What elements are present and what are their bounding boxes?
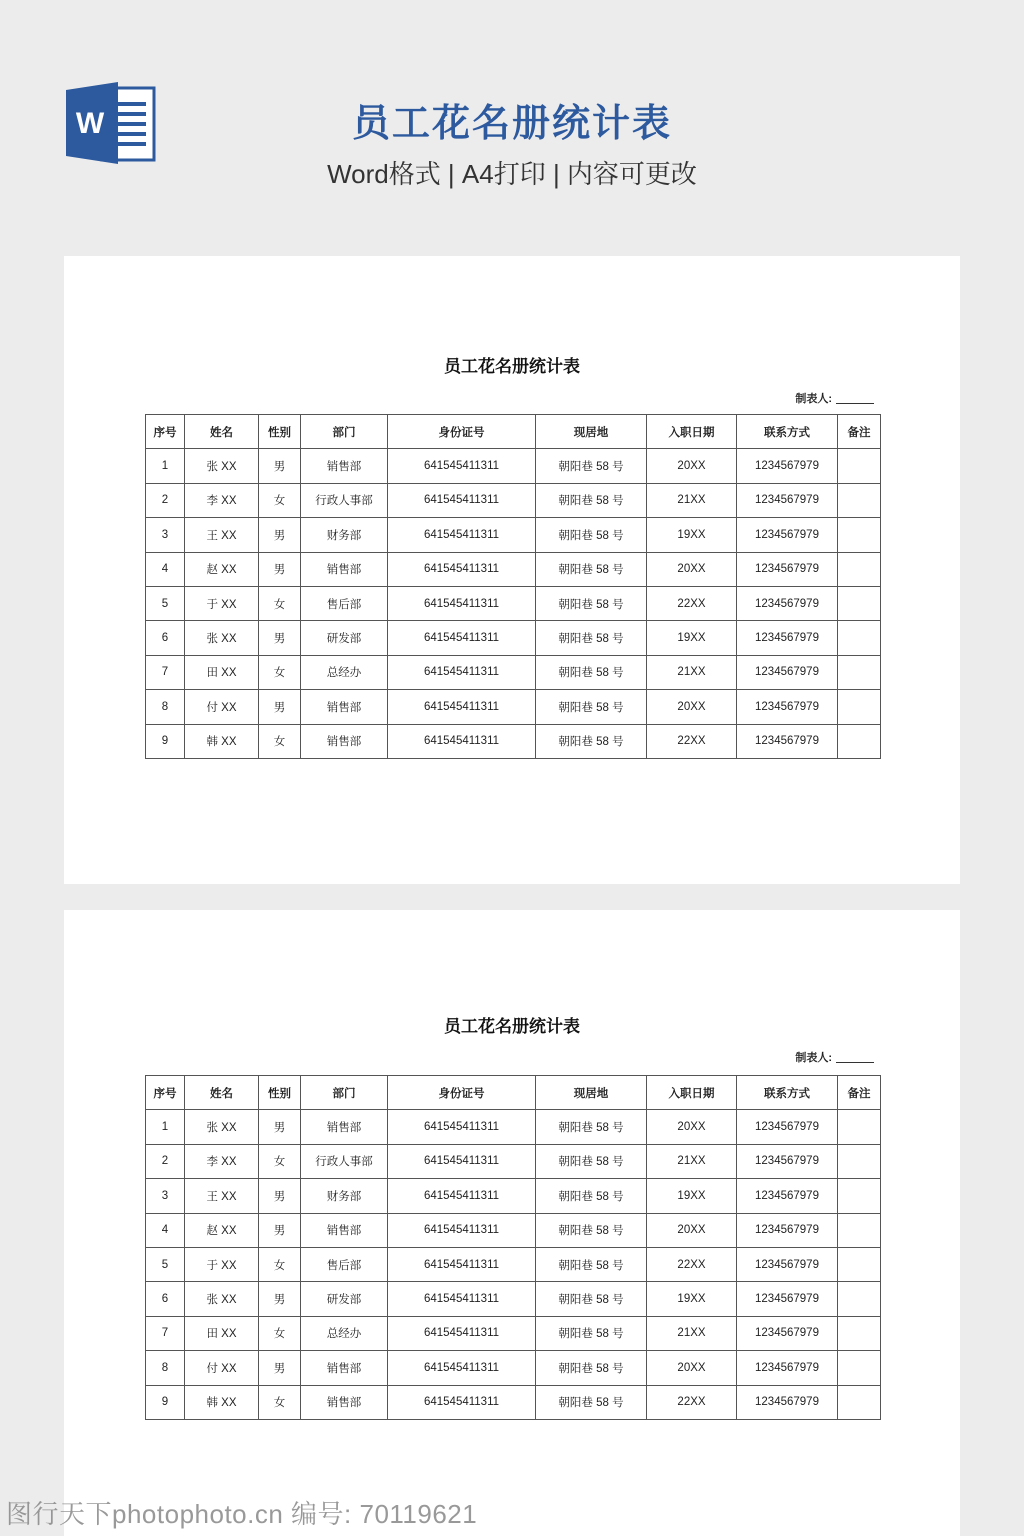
- cell-hire-date: 22XX: [647, 1385, 737, 1419]
- cell-contact: 1234567979: [737, 1385, 838, 1419]
- cell-department: 售后部: [301, 1247, 388, 1281]
- maker-label: 制表人:: [795, 393, 832, 405]
- cell-remarks: [838, 586, 881, 620]
- cell-gender: 女: [259, 1144, 301, 1178]
- cell-department: 总经办: [301, 655, 388, 689]
- document-title: 员工花名册统计表: [444, 1017, 580, 1036]
- cell-address: 朝阳巷 58 号: [536, 483, 647, 517]
- cell-contact: 1234567979: [737, 449, 838, 483]
- cell-address: 朝阳巷 58 号: [536, 518, 647, 552]
- table-row: [146, 552, 881, 586]
- cell-address: 朝阳巷 58 号: [536, 1247, 647, 1281]
- cell-name: 付 XX: [185, 690, 259, 724]
- table-row: [146, 1144, 881, 1178]
- cell-name: 张 XX: [185, 449, 259, 483]
- cell-id-number: 641545411311: [388, 449, 536, 483]
- cell-contact: 1234567979: [737, 586, 838, 620]
- cell-department: 销售部: [301, 690, 388, 724]
- cell-address: 朝阳巷 58 号: [536, 1213, 647, 1247]
- cell-index: 2: [146, 1144, 185, 1178]
- cell-address: 朝阳巷 58 号: [536, 1110, 647, 1144]
- cell-id-number: 641545411311: [388, 621, 536, 655]
- cell-hire-date: 22XX: [647, 724, 737, 758]
- cell-id-number: 641545411311: [388, 1351, 536, 1385]
- table-row: [146, 518, 881, 552]
- cell-department: 销售部: [301, 1385, 388, 1419]
- cell-department: 销售部: [301, 1213, 388, 1247]
- table-row: [146, 1316, 881, 1350]
- cell-hire-date: 22XX: [647, 586, 737, 620]
- cell-contact: 1234567979: [737, 1110, 838, 1144]
- cell-id-number: 641545411311: [388, 1144, 536, 1178]
- cell-contact: 1234567979: [737, 1351, 838, 1385]
- cell-name: 李 XX: [185, 483, 259, 517]
- table-row: [146, 724, 881, 758]
- header-cell-gender: 性别: [259, 1076, 301, 1110]
- table-row: [146, 1247, 881, 1281]
- cell-gender: 女: [259, 1385, 301, 1419]
- cell-id-number: 641545411311: [388, 724, 536, 758]
- watermark: 图行天下photophoto.cn 编号: 70119621: [6, 1499, 478, 1529]
- cell-name: 王 XX: [185, 1179, 259, 1213]
- maker-field: [795, 390, 874, 406]
- cell-index: 6: [146, 1282, 185, 1316]
- cell-name: 于 XX: [185, 1247, 259, 1281]
- cell-index: 2: [146, 483, 185, 517]
- cell-remarks: [838, 518, 881, 552]
- cell-name: 赵 XX: [185, 1213, 259, 1247]
- cell-address: 朝阳巷 58 号: [536, 1385, 647, 1419]
- cell-remarks: [838, 1213, 881, 1247]
- cell-hire-date: 20XX: [647, 449, 737, 483]
- cell-address: 朝阳巷 58 号: [536, 1351, 647, 1385]
- cell-index: 8: [146, 1351, 185, 1385]
- cell-address: 朝阳巷 58 号: [536, 655, 647, 689]
- cell-contact: 1234567979: [737, 655, 838, 689]
- roster-table: [145, 414, 881, 759]
- table-row: [146, 1385, 881, 1419]
- cell-remarks: [838, 483, 881, 517]
- cell-remarks: [838, 655, 881, 689]
- cell-gender: 男: [259, 1179, 301, 1213]
- cell-contact: 1234567979: [737, 483, 838, 517]
- cell-department: 财务部: [301, 1179, 388, 1213]
- cell-department: 研发部: [301, 1282, 388, 1316]
- cell-gender: 男: [259, 552, 301, 586]
- cell-id-number: 641545411311: [388, 586, 536, 620]
- cell-gender: 女: [259, 1316, 301, 1350]
- document-title: 员工花名册统计表: [444, 357, 580, 376]
- cell-name: 张 XX: [185, 1282, 259, 1316]
- cell-hire-date: 20XX: [647, 552, 737, 586]
- header-cell-remarks: 备注: [838, 1076, 881, 1110]
- cell-remarks: [838, 690, 881, 724]
- header-cell-contact: 联系方式: [737, 415, 838, 449]
- cell-gender: 男: [259, 621, 301, 655]
- cell-name: 田 XX: [185, 1316, 259, 1350]
- cell-contact: 1234567979: [737, 724, 838, 758]
- table-header-row: [146, 415, 881, 449]
- table-row: [146, 1213, 881, 1247]
- cell-department: 销售部: [301, 1110, 388, 1144]
- cell-remarks: [838, 1316, 881, 1350]
- table-row: [146, 586, 881, 620]
- cell-index: 6: [146, 621, 185, 655]
- cell-address: 朝阳巷 58 号: [536, 724, 647, 758]
- cell-address: 朝阳巷 58 号: [536, 552, 647, 586]
- cell-index: 3: [146, 1179, 185, 1213]
- table-row: [146, 1351, 881, 1385]
- table-row: [146, 690, 881, 724]
- cell-remarks: [838, 552, 881, 586]
- cell-name: 赵 XX: [185, 552, 259, 586]
- header-cell-remarks: 备注: [838, 415, 881, 449]
- cell-department: 研发部: [301, 621, 388, 655]
- cell-department: 行政人事部: [301, 483, 388, 517]
- table-row: [146, 621, 881, 655]
- maker-label: 制表人:: [795, 1052, 832, 1064]
- cell-id-number: 641545411311: [388, 552, 536, 586]
- header-cell-id-number: 身份证号: [388, 1076, 536, 1110]
- cell-remarks: [838, 1179, 881, 1213]
- table-row: [146, 1179, 881, 1213]
- cell-name: 王 XX: [185, 518, 259, 552]
- cell-contact: 1234567979: [737, 1282, 838, 1316]
- cell-hire-date: 21XX: [647, 483, 737, 517]
- maker-blank: [836, 1062, 874, 1063]
- header-cell-index: 序号: [146, 1076, 185, 1110]
- cell-department: 总经办: [301, 1316, 388, 1350]
- cell-index: 4: [146, 552, 185, 586]
- cell-remarks: [838, 1110, 881, 1144]
- cell-department: 销售部: [301, 552, 388, 586]
- cell-id-number: 641545411311: [388, 655, 536, 689]
- header-cell-address: 现居地: [536, 415, 647, 449]
- cell-hire-date: 21XX: [647, 1316, 737, 1350]
- header-cell-contact: 联系方式: [737, 1076, 838, 1110]
- header-cell-hire-date: 入职日期: [647, 1076, 737, 1110]
- cell-name: 张 XX: [185, 1110, 259, 1144]
- cell-index: 1: [146, 449, 185, 483]
- header-cell-gender: 性别: [259, 415, 301, 449]
- table-header-row: [146, 1076, 881, 1110]
- cell-index: 7: [146, 655, 185, 689]
- cell-gender: 男: [259, 690, 301, 724]
- cell-hire-date: 21XX: [647, 1144, 737, 1178]
- banner-subtitle: Word格式 | A4打印 | 内容可更改: [327, 159, 697, 189]
- cell-hire-date: 20XX: [647, 1110, 737, 1144]
- roster-table: [145, 1075, 881, 1420]
- cell-remarks: [838, 1247, 881, 1281]
- cell-department: 售后部: [301, 586, 388, 620]
- banner-title: 员工花名册统计表: [351, 103, 672, 145]
- cell-gender: 男: [259, 518, 301, 552]
- cell-hire-date: 19XX: [647, 1282, 737, 1316]
- table-row: [146, 1282, 881, 1316]
- cell-department: 行政人事部: [301, 1144, 388, 1178]
- cell-contact: 1234567979: [737, 690, 838, 724]
- cell-hire-date: 22XX: [647, 1247, 737, 1281]
- cell-contact: 1234567979: [737, 552, 838, 586]
- cell-gender: 女: [259, 655, 301, 689]
- cell-remarks: [838, 1385, 881, 1419]
- header-cell-name: 姓名: [185, 415, 259, 449]
- cell-name: 韩 XX: [185, 1385, 259, 1419]
- cell-gender: 女: [259, 724, 301, 758]
- cell-remarks: [838, 1282, 881, 1316]
- cell-contact: 1234567979: [737, 1213, 838, 1247]
- cell-gender: 女: [259, 586, 301, 620]
- cell-name: 田 XX: [185, 655, 259, 689]
- cell-gender: 男: [259, 1213, 301, 1247]
- cell-contact: 1234567979: [737, 621, 838, 655]
- cell-index: 3: [146, 518, 185, 552]
- cell-gender: 男: [259, 1110, 301, 1144]
- header-cell-name: 姓名: [185, 1076, 259, 1110]
- cell-contact: 1234567979: [737, 1179, 838, 1213]
- cell-hire-date: 20XX: [647, 1213, 737, 1247]
- cell-contact: 1234567979: [737, 1316, 838, 1350]
- cell-address: 朝阳巷 58 号: [536, 690, 647, 724]
- cell-name: 韩 XX: [185, 724, 259, 758]
- cell-hire-date: 20XX: [647, 1351, 737, 1385]
- cell-index: 9: [146, 724, 185, 758]
- cell-id-number: 641545411311: [388, 1110, 536, 1144]
- cell-index: 9: [146, 1385, 185, 1419]
- header-cell-id-number: 身份证号: [388, 415, 536, 449]
- maker-field: [795, 1049, 874, 1065]
- document-page-1: [64, 256, 960, 884]
- cell-hire-date: 20XX: [647, 690, 737, 724]
- cell-gender: 男: [259, 1282, 301, 1316]
- cell-id-number: 641545411311: [388, 1282, 536, 1316]
- cell-remarks: [838, 1351, 881, 1385]
- cell-gender: 男: [259, 449, 301, 483]
- cell-name: 付 XX: [185, 1351, 259, 1385]
- cell-hire-date: 19XX: [647, 621, 737, 655]
- cell-gender: 男: [259, 1351, 301, 1385]
- cell-department: 财务部: [301, 518, 388, 552]
- document-page-2: [64, 910, 960, 1536]
- cell-address: 朝阳巷 58 号: [536, 449, 647, 483]
- cell-id-number: 641545411311: [388, 518, 536, 552]
- cell-id-number: 641545411311: [388, 483, 536, 517]
- cell-address: 朝阳巷 58 号: [536, 621, 647, 655]
- cell-name: 李 XX: [185, 1144, 259, 1178]
- cell-index: 5: [146, 586, 185, 620]
- cell-address: 朝阳巷 58 号: [536, 586, 647, 620]
- cell-id-number: 641545411311: [388, 690, 536, 724]
- cell-hire-date: 21XX: [647, 655, 737, 689]
- header-cell-index: 序号: [146, 415, 185, 449]
- word-logo-letter: W: [75, 107, 105, 140]
- cell-name: 于 XX: [185, 586, 259, 620]
- cell-remarks: [838, 724, 881, 758]
- cell-remarks: [838, 1144, 881, 1178]
- cell-gender: 女: [259, 483, 301, 517]
- header-cell-department: 部门: [301, 415, 388, 449]
- table-row: [146, 1110, 881, 1144]
- cell-department: 销售部: [301, 1351, 388, 1385]
- cell-department: 销售部: [301, 449, 388, 483]
- cell-id-number: 641545411311: [388, 1316, 536, 1350]
- cell-contact: 1234567979: [737, 1144, 838, 1178]
- cell-remarks: [838, 621, 881, 655]
- table-row: [146, 655, 881, 689]
- header-cell-address: 现居地: [536, 1076, 647, 1110]
- cell-index: 7: [146, 1316, 185, 1350]
- header-cell-hire-date: 入职日期: [647, 415, 737, 449]
- cell-id-number: 641545411311: [388, 1179, 536, 1213]
- cell-index: 1: [146, 1110, 185, 1144]
- cell-contact: 1234567979: [737, 518, 838, 552]
- cell-id-number: 641545411311: [388, 1247, 536, 1281]
- table-row: [146, 483, 881, 517]
- cell-name: 张 XX: [185, 621, 259, 655]
- cell-index: 5: [146, 1247, 185, 1281]
- cell-gender: 女: [259, 1247, 301, 1281]
- cell-address: 朝阳巷 58 号: [536, 1144, 647, 1178]
- cell-address: 朝阳巷 58 号: [536, 1282, 647, 1316]
- maker-blank: [836, 403, 874, 404]
- cell-hire-date: 19XX: [647, 1179, 737, 1213]
- cell-address: 朝阳巷 58 号: [536, 1316, 647, 1350]
- cell-id-number: 641545411311: [388, 1213, 536, 1247]
- table-row: [146, 449, 881, 483]
- cell-id-number: 641545411311: [388, 1385, 536, 1419]
- cell-address: 朝阳巷 58 号: [536, 1179, 647, 1213]
- header-cell-department: 部门: [301, 1076, 388, 1110]
- cell-hire-date: 19XX: [647, 518, 737, 552]
- cell-remarks: [838, 449, 881, 483]
- cell-index: 4: [146, 1213, 185, 1247]
- cell-department: 销售部: [301, 724, 388, 758]
- cell-index: 8: [146, 690, 185, 724]
- cell-contact: 1234567979: [737, 1247, 838, 1281]
- banner: [0, 0, 1024, 230]
